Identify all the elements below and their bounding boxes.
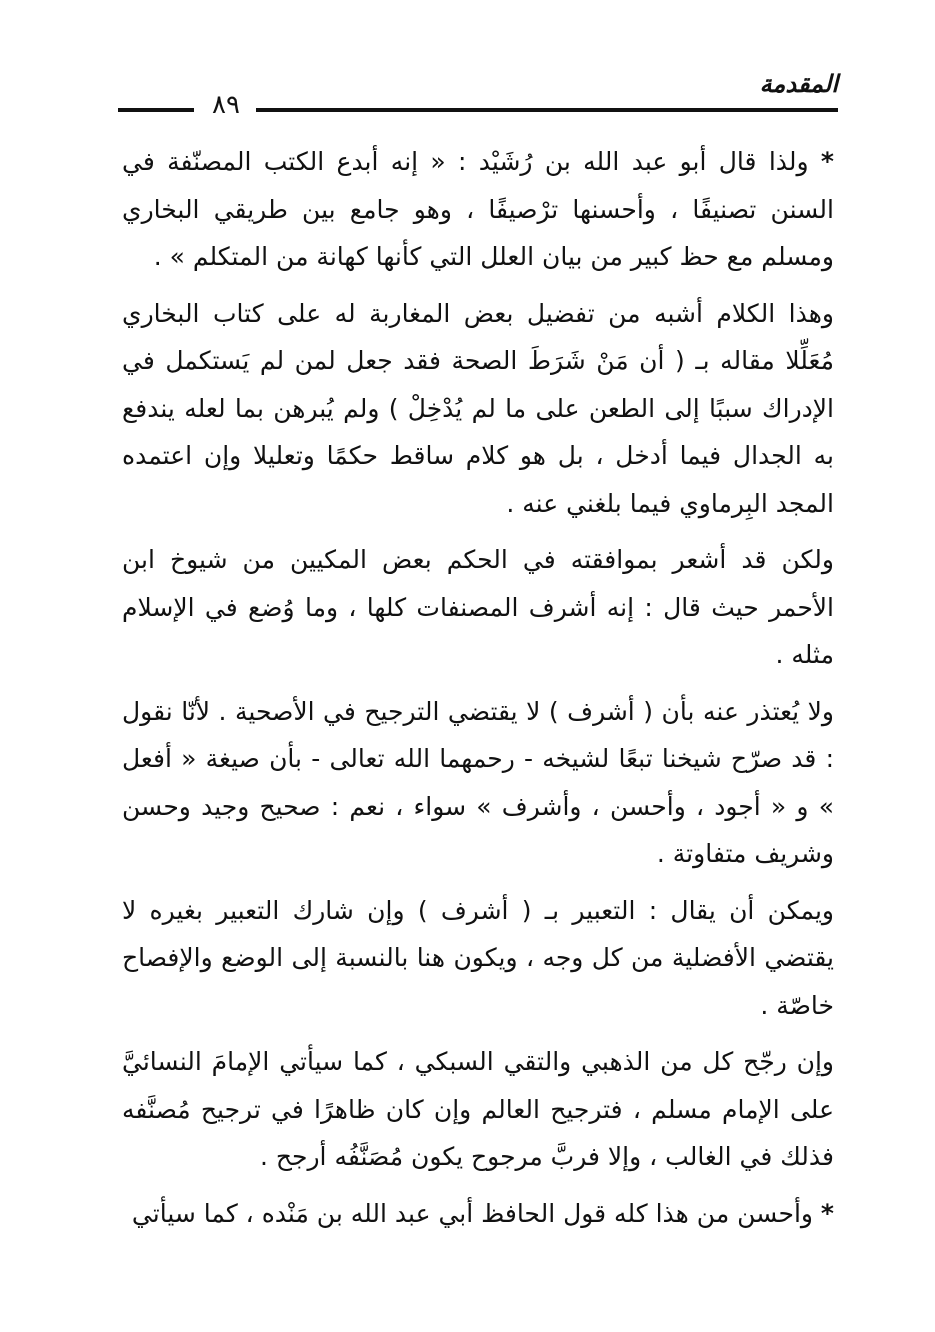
paragraph-text: وأحسن من هذا كله قول الحافظ أبي عبد الله بن مَنْده ، كما سيأتي [131,1198,813,1228]
header-rule-left [118,108,194,112]
paragraph-6: وإن رجّح كل من الذهبي والتقي السبكي ، كما سيأتي الإمامَ النسائيَّ على الإمام مسلم ، فترجيح العالم وإن كان ظاهرًا في ترجيح مُصنَّفه فذلك في الغالب ، وإلا فربَّ مرجوح يكون مُصَنَّفُه أرجح . [122,1047,834,1171]
paragraph-3: ولكن قد أشعر بموافقته في الحكم بعض المكيين من شيوخ ابن الأحمر حيث قال : إنه أشرف المصنفات كلها ، وما وُضع في الإسلام مثله . [122,545,834,669]
header-rule-right [256,108,838,112]
paragraph-1 [122,138,834,281]
paragraph-4: ولا يُعتذر عنه بأن ( أشرف ) لا يقتضي الترجيح في الأصحية . لأنّا نقول : قد صرّح شيخنا تبعًا لشيخه - رحمهما الله تعالى - بأن صيغة « أفعل » و « أجود ، وأحسن ، وأشرف » سواء ، نعم : صحيح وجيد وحسن وشريف متفاوتة . [122,696,834,868]
asterisk-marker: * [820,147,834,176]
body-text [122,138,834,1246]
paragraph-text: ولذا قال أبو عبد الله بن رُشَيْد : « إنه أبدع الكتب المصنّفة في السنن تصنيفًا ، وأحسنها ترْصيفًا ، وهو جامع بين طريقي البخاري ومسلم مع حظ كبير من بيان العلل التي كأنها كهانة من المتكلم » . [122,147,834,271]
asterisk-marker: * [820,1198,834,1228]
page-header [118,66,838,122]
paragraph-7 [122,1190,834,1238]
running-title: المقدمة [759,70,838,98]
page-number: ٨٩ [204,88,248,122]
paragraph-2: وهذا الكلام أشبه من تفضيل بعض المغاربة له على كتاب البخاري مُعَلِّلا مقاله بـ ( أن مَنْ شَرَطَ الصحة فقد جعل لمن لم يَستكمل في الإدراك سببًا إلى الطعن على ما لم يُدْخِلْ ) ولم يُبرهن بما لعله يندفع به الجدال فيما أدخل ، بل هو كلام ساقط حكمًا وتعليلا وإن اعتمده المجد البِرماوي فيما بلغني عنه . [122,298,834,518]
paragraph-5: ويمكن أن يقال : التعبير بـ ( أشرف ) وإن شارك التعبير بغيره لا يقتضي الأفضلية من كل وجه ، ويكون هنا بالنسبة إلى الوضع والإفصاح خاصّة . [122,895,834,1020]
